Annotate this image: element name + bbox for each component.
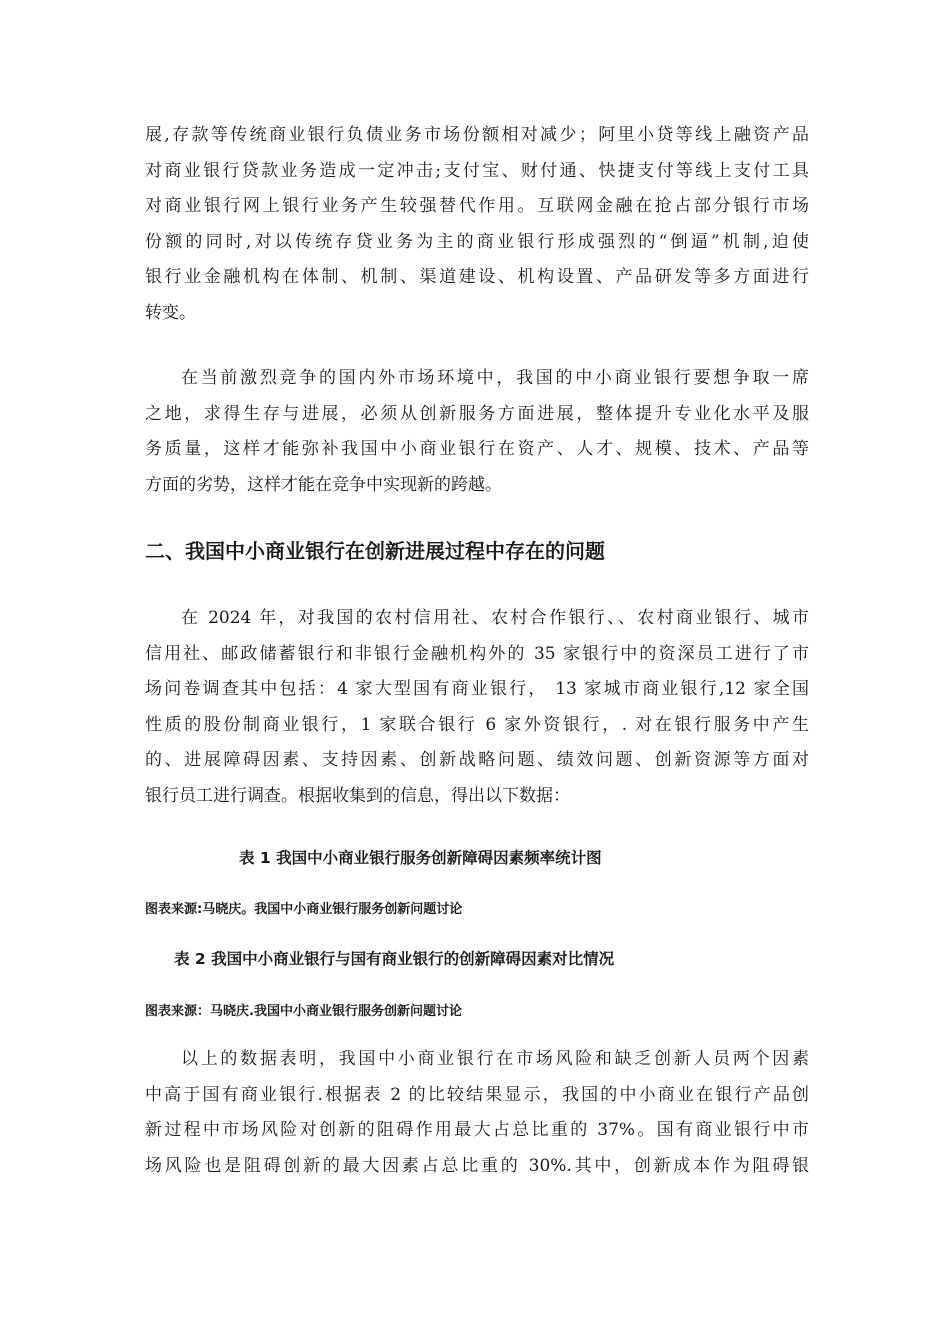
text-line: 份额的同时,对以传统存贷业务为主的商业银行形成强烈的“倒逼”机制,迫使 xyxy=(145,231,809,252)
text-line: 在 2024 年，对我国的农村信用社、农村合作银行、、农村商业银行、城市 xyxy=(181,608,809,628)
paragraph-survey xyxy=(145,601,809,815)
table1-source: 图表来源:马晓庆。我国中小商业银行服务创新问题讨论 xyxy=(145,902,463,917)
paragraph-analysis xyxy=(145,1042,809,1184)
text-line: 对商业银行贷款业务造成一定冲击;支付宝、财付通、快捷支付等线上支付工具 xyxy=(145,160,809,181)
text-line: 方面的劣势，这样才能在竞争中实现新的跨越。 xyxy=(145,474,502,495)
text-line: 中高于国有商业银行.根据表 2 的比较结果显示，我国的中小商业在银行产品创 xyxy=(145,1084,809,1105)
table2-source: 图表来源：马晓庆.我国中小商业银行服务创新问题讨论 xyxy=(145,1004,462,1019)
section-heading: 二、我国中小商业银行在创新进展过程中存在的问题 xyxy=(145,539,605,563)
text-line: 务质量，这样才能弥补我国中小商业银行在资产、人才、规模、技术、产品等 xyxy=(145,439,809,460)
text-line: 银行业金融机构在体制、机制、渠道建设、机构设置、产品研发等多方面进行 xyxy=(145,267,809,288)
text-line: 场风险也是阻碍创新的最大因素占总比重的 30%.其中，创新成本作为阻碍银 xyxy=(145,1155,809,1176)
text-line: 以上的数据表明，我国中小商业银行在市场风险和缺乏创新人员两个因素 xyxy=(181,1049,809,1069)
text-line: 之地，求得生存与进展，必须从创新服务方面进展，整体提升专业化水平及服 xyxy=(145,403,809,424)
table1-caption: 表 1 我国中小商业银行服务创新障碍因素频率统计图 xyxy=(239,849,602,867)
text-line: 转变。 xyxy=(145,302,196,323)
text-line: 场问卷调查其中包括：4 家大型国有商业银行， 13 家城市商业银行,12 家全国 xyxy=(145,679,809,700)
paragraph-internet-finance xyxy=(145,118,809,332)
text-line: 展,存款等传统商业银行负债业务市场份额相对减少；阿里小贷等线上融资产品 xyxy=(145,125,809,145)
table2-caption: 表 2 我国中小商业银行与国有商业银行的创新障碍因素对比情况 xyxy=(174,950,615,968)
text-line: 在当前激烈竞争的国内外市场环境中，我国的中小商业银行要想争取一席 xyxy=(181,368,809,388)
text-line: 信用社、邮政储蓄银行和非银行金融机构外的 35 家银行中的资深员工进行了市 xyxy=(145,643,809,664)
text-line: 银行员工进行调查。根据收集到的信息，得出以下数据： xyxy=(145,785,570,806)
text-line: 的、进展障碍因素、支持因素、创新战略问题、绩效问题、创新资源等方面对 xyxy=(145,750,809,771)
paragraph-competition xyxy=(145,361,809,503)
text-line: 性质的股份制商业银行，1 家联合银行 6 家外资银行，. 对在银行服务中产生 xyxy=(145,714,809,735)
text-line: 新过程中市场风险对创新的阻碍作用最大占总比重的 37%。国有商业银行中市 xyxy=(145,1120,809,1141)
text-line: 对商业银行网上银行业务产生较强替代作用。互联网金融在抢占部分银行市场 xyxy=(145,196,809,217)
